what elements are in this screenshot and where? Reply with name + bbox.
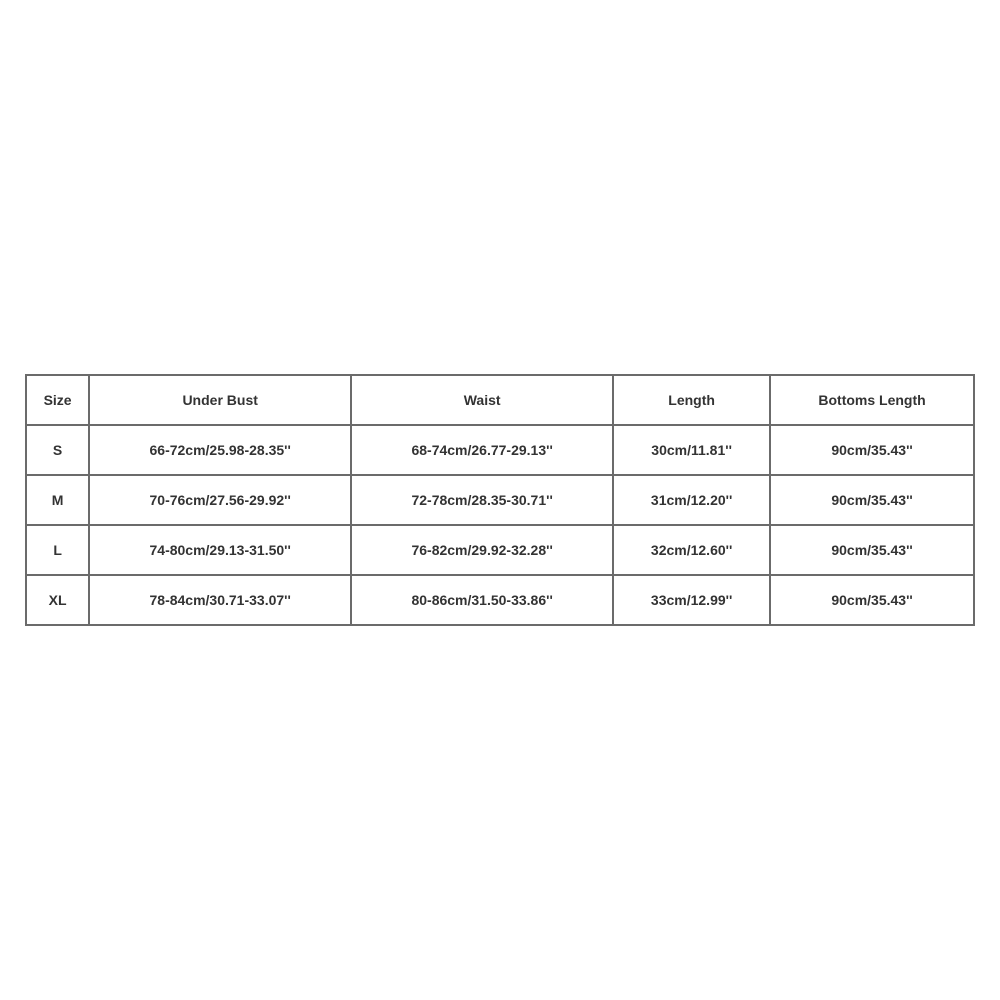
table-row <box>26 525 974 575</box>
cell-length: 32cm/12.60'' <box>613 525 770 575</box>
cell-size: L <box>26 525 89 575</box>
table-header-row <box>26 375 974 425</box>
header-under-bust: Under Bust <box>89 375 351 425</box>
cell-size: XL <box>26 575 89 625</box>
cell-under-bust: 70-76cm/27.56-29.92'' <box>89 475 351 525</box>
cell-length: 30cm/11.81'' <box>613 425 770 475</box>
cell-bottoms-length: 90cm/35.43'' <box>770 475 974 525</box>
cell-size: S <box>26 425 89 475</box>
cell-waist: 72-78cm/28.35-30.71'' <box>351 475 613 525</box>
header-length: Length <box>613 375 770 425</box>
header-waist: Waist <box>351 375 613 425</box>
cell-under-bust: 66-72cm/25.98-28.35'' <box>89 425 351 475</box>
cell-under-bust: 78-84cm/30.71-33.07'' <box>89 575 351 625</box>
cell-size: M <box>26 475 89 525</box>
cell-waist: 76-82cm/29.92-32.28'' <box>351 525 613 575</box>
cell-bottoms-length: 90cm/35.43'' <box>770 525 974 575</box>
cell-bottoms-length: 90cm/35.43'' <box>770 575 974 625</box>
header-bottoms-length: Bottoms Length <box>770 375 974 425</box>
size-chart-table <box>25 374 975 626</box>
table-row <box>26 575 974 625</box>
cell-waist: 80-86cm/31.50-33.86'' <box>351 575 613 625</box>
cell-bottoms-length: 90cm/35.43'' <box>770 425 974 475</box>
cell-length: 33cm/12.99'' <box>613 575 770 625</box>
cell-under-bust: 74-80cm/29.13-31.50'' <box>89 525 351 575</box>
header-size: Size <box>26 375 89 425</box>
table-row <box>26 425 974 475</box>
cell-waist: 68-74cm/26.77-29.13'' <box>351 425 613 475</box>
cell-length: 31cm/12.20'' <box>613 475 770 525</box>
table-row <box>26 475 974 525</box>
